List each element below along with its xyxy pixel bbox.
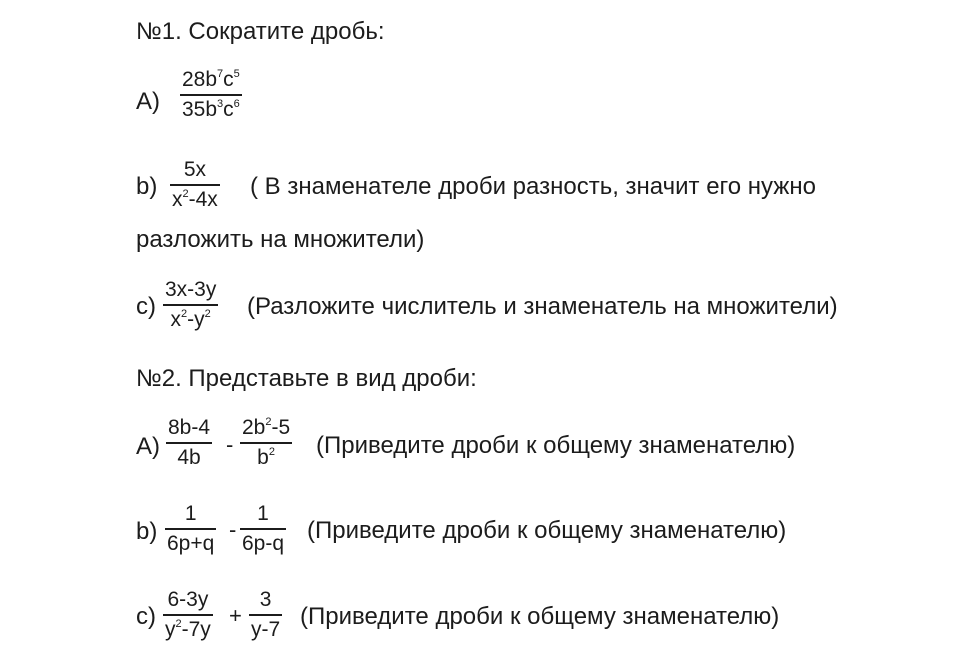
task1-a-fraction xyxy=(180,68,242,122)
task2-b-fraction2 xyxy=(240,502,286,556)
task2-a-f1-denominator: 4b xyxy=(177,445,201,469)
task2-c-f2-denominator: y-7 xyxy=(251,617,281,641)
task2-b-hint: (Приведите дроби к общему знаменателю) xyxy=(307,517,787,544)
task1-b-numerator: 5x xyxy=(183,158,206,181)
task2-b-f1-numerator: 1 xyxy=(184,502,197,525)
task1-b-label: b) xyxy=(136,173,158,200)
task2-c-f1-numerator: 6-3y xyxy=(167,588,209,611)
task2-a-hint: (Приведите дроби к общему знаменателю) xyxy=(316,432,796,459)
task1-a-numerator: $28b^7c^5$ xyxy=(182,68,240,91)
task2-b-operator: - xyxy=(229,517,237,542)
task2-c-fraction2 xyxy=(249,588,282,642)
task2-c-f2-numerator: 3 xyxy=(259,588,272,611)
task2-a-f2-numerator: $2b^2-5$ xyxy=(242,416,291,439)
task2-b-f1-denominator: 6p+q xyxy=(167,531,215,555)
task1-c-label: c) xyxy=(136,293,156,320)
task1-a-label: А) xyxy=(136,88,160,115)
task2-c-operator: + xyxy=(229,603,242,628)
task2-c-hint: (Приведите дроби к общему знаменателю) xyxy=(300,603,780,630)
task2-a-f1-numerator: 8b-4 xyxy=(168,416,211,439)
task1-heading: №1. Сократите дробь: xyxy=(136,18,385,45)
task2-c-fraction1 xyxy=(163,588,213,642)
task2-b-fraction1 xyxy=(165,502,216,556)
task2-c-f1-denominator: $y^2-7y$ xyxy=(165,617,211,641)
task1-a-denominator: $35b^3c^6$ xyxy=(182,97,240,121)
task1-c-hint: (Разложите числитель и знаменатель на множители) xyxy=(247,293,838,320)
task1-b-fraction xyxy=(170,158,220,212)
task2-b-f2-numerator: 1 xyxy=(257,502,269,525)
task1-c-numerator: 3x-3y xyxy=(165,278,217,301)
task2-b-label: b) xyxy=(136,518,158,545)
task1-c-fraction xyxy=(163,278,218,332)
task1-b-hint-line2: разложить на множители) xyxy=(136,226,425,253)
task2-a-fraction2 xyxy=(240,416,292,470)
task2-b-f2-denominator: 6p-q xyxy=(242,531,285,555)
task1-b-hint-line1: ( В знаменателе дроби разность, значит его нужно xyxy=(250,173,816,200)
task2-a-label: А) xyxy=(136,433,160,460)
task1-c-denominator: $x^2-y^2$ xyxy=(170,307,211,331)
task2-a-fraction1 xyxy=(166,416,212,470)
task2-c-label: c) xyxy=(136,603,156,630)
task1-b-denominator: $x^2-4x$ xyxy=(172,187,218,211)
task2-a-operator: - xyxy=(226,432,234,457)
task2-heading: №2. Представьте в вид дроби: xyxy=(136,365,477,392)
task2-a-f2-denominator: $b^2$ xyxy=(257,445,275,469)
